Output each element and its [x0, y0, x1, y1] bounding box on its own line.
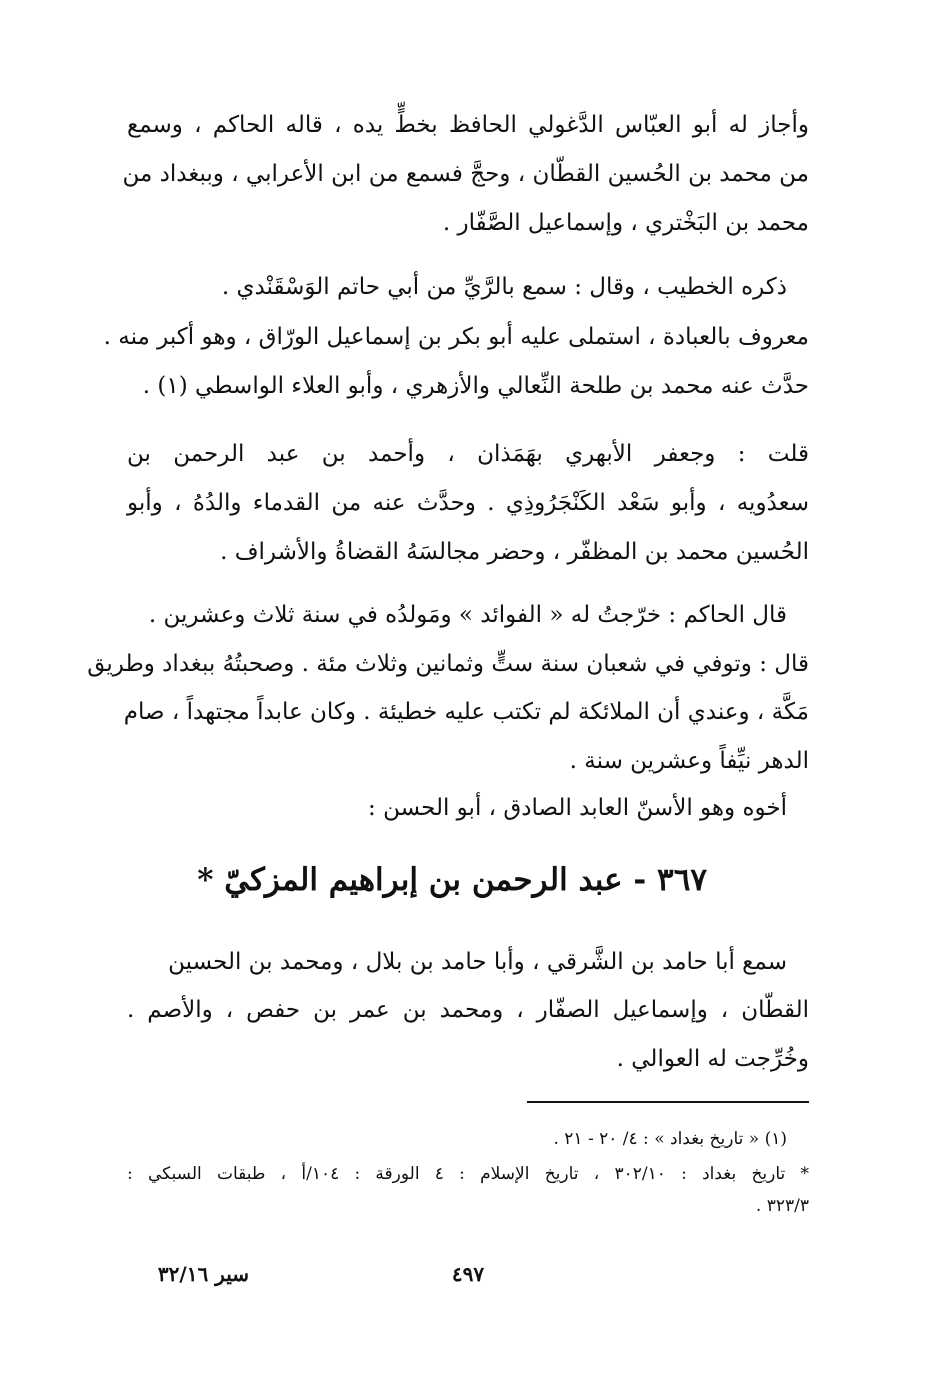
text-line: قلت : وجعفر الأبهري بهَمَذان ، وأحمد بن عبد الرحمن بن — [127, 441, 809, 467]
text-line: محمد بن البَخْتري ، وإسماعيل الصَّفّار . — [442, 210, 809, 236]
text-line: ذكره الخطيب ، وقال : سمع بالرَّيِّ من أبي حاتم الوَسْقَنْدي . — [221, 274, 787, 300]
text-line: وخُرِّجت له العوالي . — [616, 1046, 809, 1072]
text-line: مَكَّة ، وعندي أن الملائكة لم تكتب عليه خطيئة . وكان عابداً مجتهداً ، صام — [123, 699, 809, 725]
text-line: وأجاز له أبو العبّاس الدَّغولي الحافظ بخطٍّ يده ، قاله الحاكم ، وسمع — [127, 112, 809, 138]
entry-heading: ٣٦٧ - عبد الرحمن بن إبراهيم المزكيّ * — [197, 862, 707, 898]
footnote: * تاريخ بغداد : ٣٠٢/١٠ ، تاريخ الإسلام : ٤ الورقة : ١٠٤/أ ، طبقات السبكي : — [127, 1164, 810, 1184]
text-line: قال : وتوفي في شعبان سنة ستٍّ وثمانين وثلاث مئة . وصحبتُهُ ببغداد وطريق — [87, 651, 809, 677]
text-line: قال الحاكم : خرّجتُ له « الفوائد » ومَولدُه في سنة ثلاث وعشرين . — [148, 602, 787, 628]
text-line: سعدُويه ، وأبو سَعْد الكَنْجَرُوذِي . وحدَّث عنه من القدماء والدُهُ ، وأبو — [127, 490, 809, 516]
footnote: (١) « تاريخ بغداد » : ٤/ ٢٠ - ٢١ . — [553, 1129, 787, 1149]
signature-mark: سير ٣٢/١٦ — [157, 1262, 249, 1286]
text-line: أخوه وهو الأسنّ العابد الصادق ، أبو الحسن : — [368, 795, 787, 821]
footnote: ٣٢٣/٣ . — [755, 1196, 809, 1216]
text-line: الحُسين محمد بن المظفّر ، وحضر مجالسَهُ القضاةُ والأشراف . — [220, 539, 809, 565]
text-line: القطّان ، وإسماعيل الصفّار ، ومحمد بن عمر بن حفص ، والأصم . — [127, 997, 809, 1023]
text-line: حدَّث عنه محمد بن طلحة النِّعالي والأزهري ، وأبو العلاء الواسطي (١) . — [142, 373, 809, 399]
text-line: معروف بالعبادة ، استملى عليه أبو بكر بن إسماعيل الورّاق ، وهو أكبر منه . — [103, 324, 809, 350]
page-number: ٤٩٧ — [451, 1262, 485, 1286]
text-line: الدهر نيِّفاً وعشرين سنة . — [569, 748, 809, 774]
footnote-divider — [527, 1101, 809, 1103]
text-line: سمع أبا حامد بن الشَّرقي ، وأبا حامد بن بلال ، ومحمد بن الحسين — [168, 949, 787, 975]
text-line: من محمد بن الحُسين القطّان ، وحجَّ فسمع من ابن الأعرابي ، وببغداد من — [122, 161, 809, 187]
